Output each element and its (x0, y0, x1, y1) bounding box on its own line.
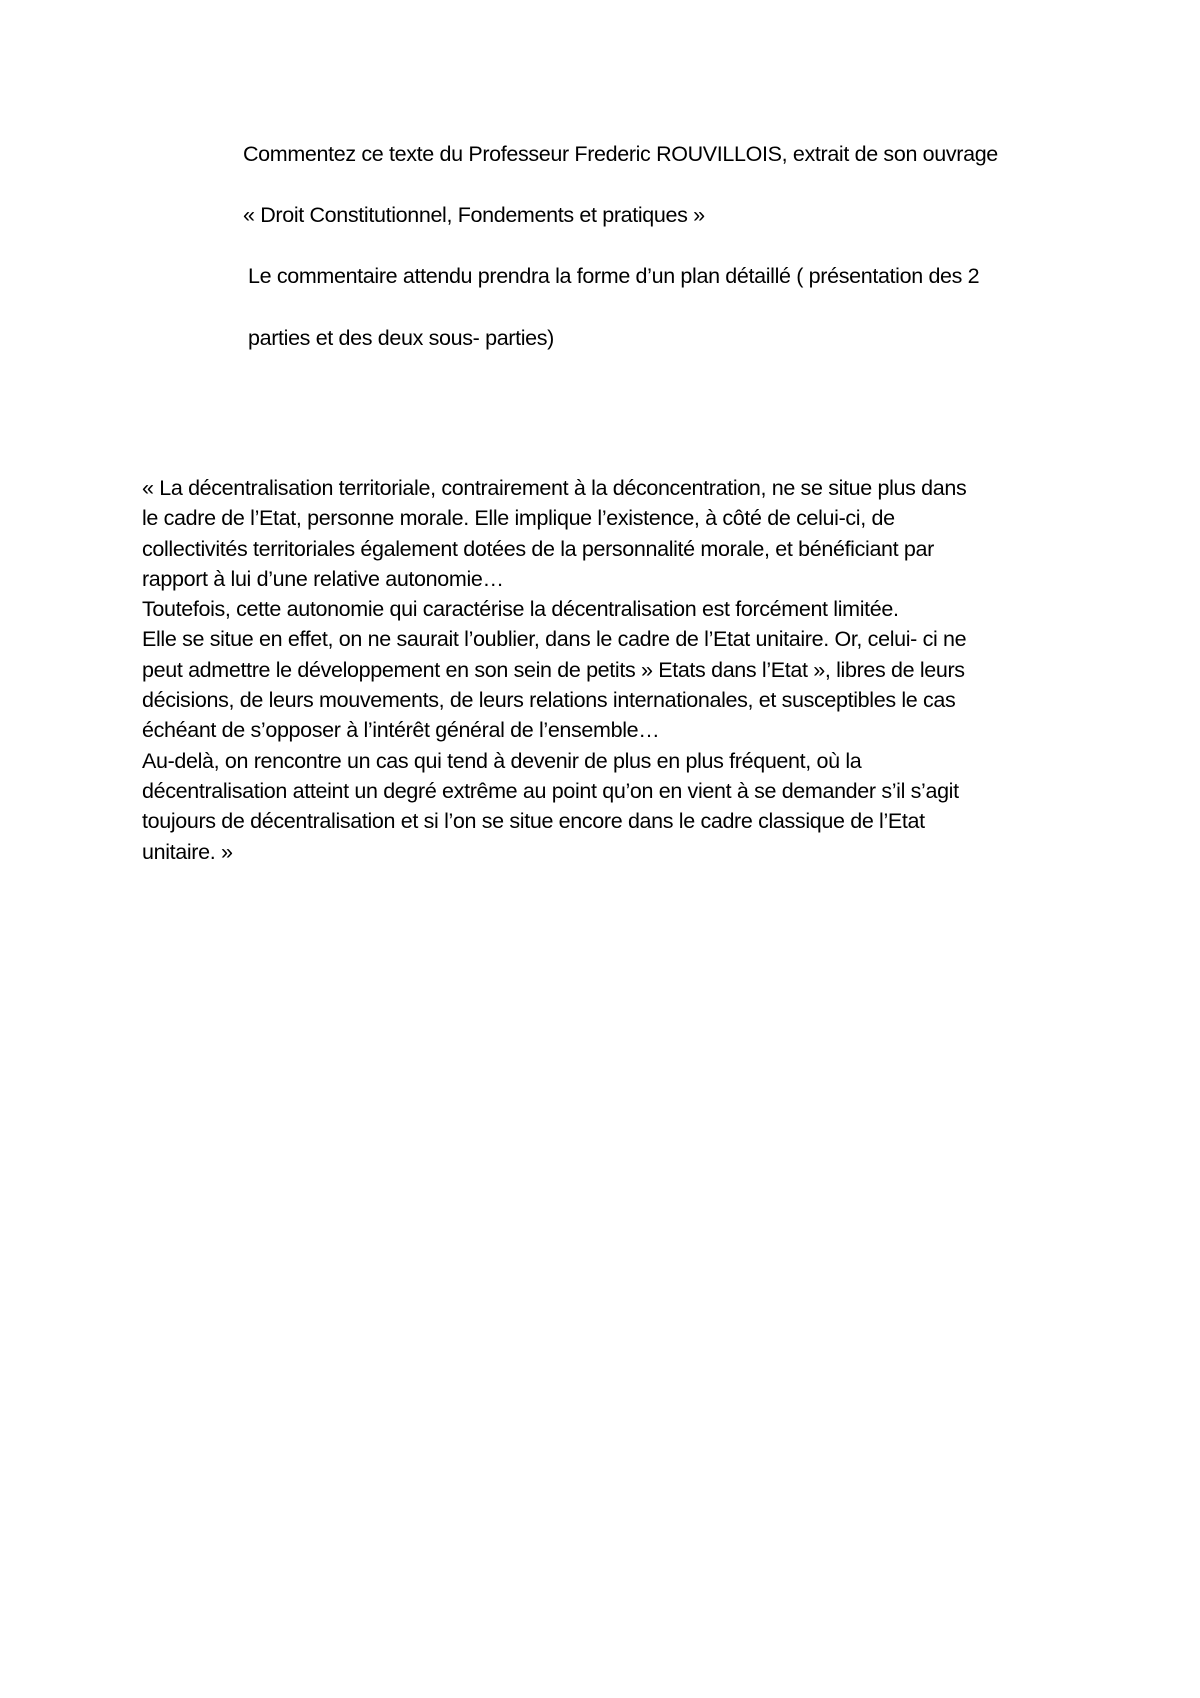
quote-line: rapport à lui d’une relative autonomie… (142, 566, 504, 591)
quote-line: le cadre de l’Etat, personne morale. Elle implique l’existence, à côté de celui-ci, de (142, 506, 895, 531)
quoted-text (142, 473, 1082, 867)
quote-line: « La décentralisation territoriale, contrairement à la déconcentration, ne se situe plus dans (142, 476, 967, 500)
quote-line: Toutefois, cette autonomie qui caractérise la décentralisation est forcément limitée. (142, 597, 899, 622)
instruction-line-2: « Droit Constitutionnel, Fondements et pratiques » (243, 203, 705, 227)
quote-line: Au-delà, on rencontre un cas qui tend à devenir de plus en plus fréquent, où la (142, 748, 862, 773)
quote-line: décentralisation atteint un degré extrême au point qu’on en vient à se demander s’il s’agit (142, 778, 959, 803)
instruction-line-1: Commentez ce texte du Professeur Frederic ROUVILLOIS, extrait de son ouvrage (243, 142, 998, 166)
quote-line: collectivités territoriales également dotées de la personnalité morale, et bénéficiant par (142, 536, 934, 561)
quote-line: échéant de s’opposer à l’intérêt général de l’ensemble… (142, 718, 660, 743)
instruction-line-3: Le commentaire attendu prendra la forme d’un plan détaillé ( présentation des 2 (248, 264, 980, 288)
quote-line: unitaire. » (142, 839, 233, 864)
quote-line: Elle se situe en effet, on ne saurait l’oublier, dans le cadre de l’Etat unitaire. Or, celui- ci ne (142, 627, 967, 652)
quote-line: décisions, de leurs mouvements, de leurs relations internationales, et susceptibles le cas (142, 688, 956, 713)
quote-line: toujours de décentralisation et si l’on se situe encore dans le cadre classique de l’Etat (142, 809, 925, 834)
quote-line: peut admettre le développement en son sein de petits » Etats dans l’Etat », libres de leurs (142, 657, 965, 682)
instruction-line-4: parties et des deux sous- parties) (248, 326, 554, 350)
